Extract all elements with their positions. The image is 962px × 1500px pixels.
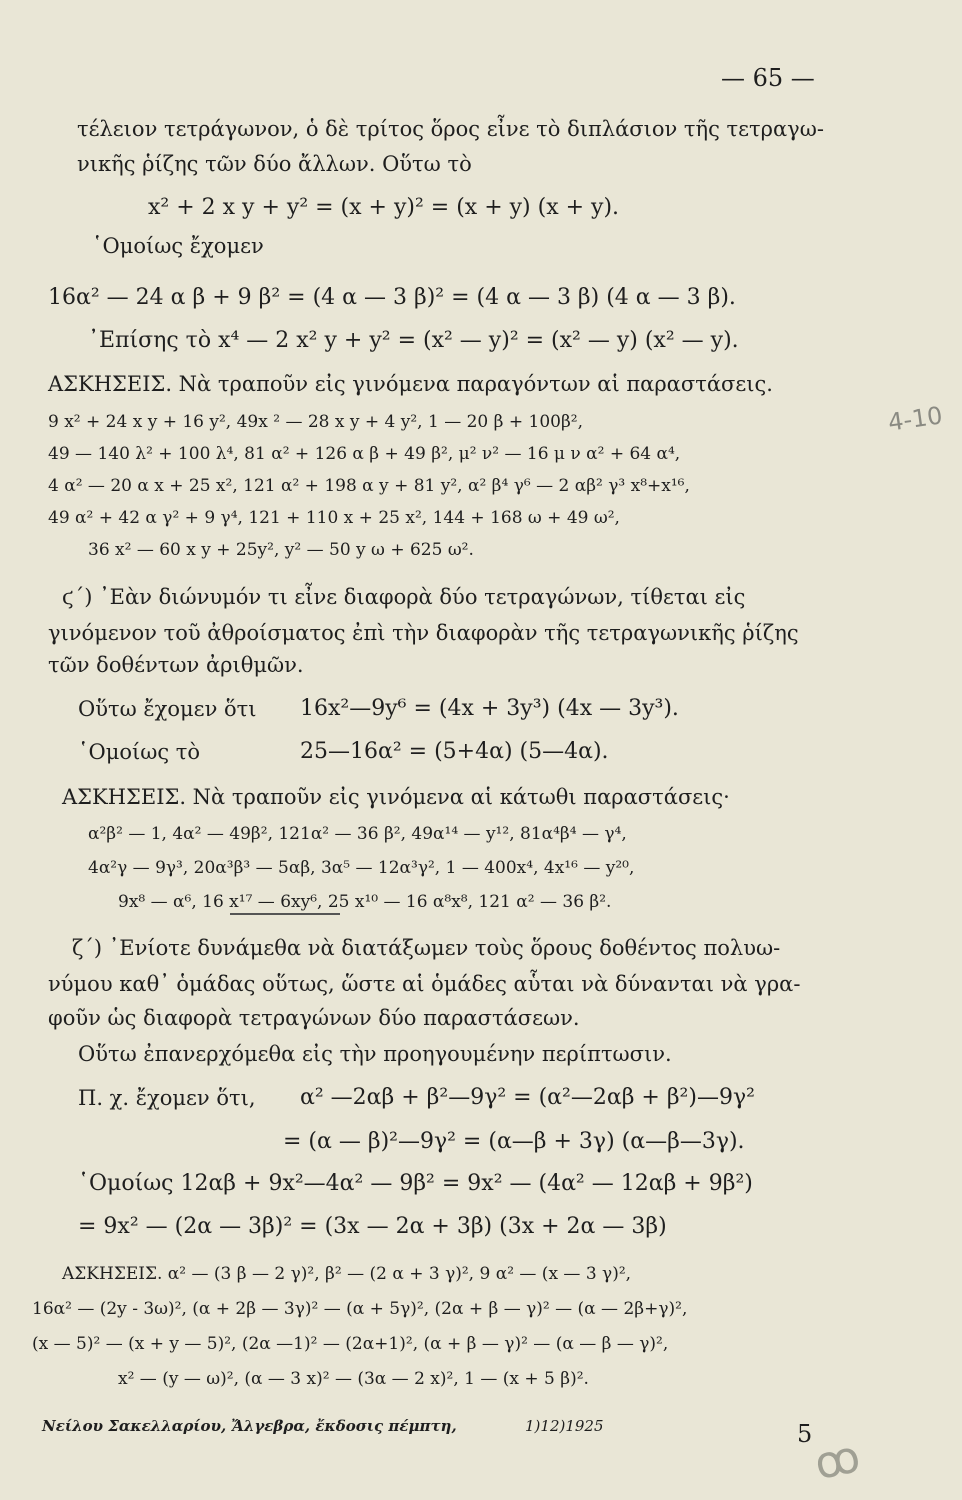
text-line: Οὕτω ἔχομεν ὅτι: [78, 697, 257, 721]
exercise-line: 4 α² — 20 α x + 25 x², 121 α² + 198 α y + 81 y², α² β⁴ γ⁶ — 2 αβ² γ³ x⁸+x¹⁶,: [48, 476, 690, 496]
text-line: Οὕτω ἐπανερχόμεθα εἰς τὴν προηγουμένην περίπτωσιν.: [78, 1042, 672, 1066]
text-line: φοῦν ὡς διαφορὰ τετραγώνων δύο παραστάσεων.: [48, 1006, 580, 1030]
exercise-line: 36 x² — 60 x y + 25y², y² — 50 y ω + 625 ω².: [88, 540, 474, 560]
section-heading: ϛ΄) ᾿Εὰν διώνυμόν τι εἶνε διαφορὰ δύο τετραγώνων, τίθεται εἰς: [62, 585, 746, 609]
page-number: — 65 —: [721, 64, 815, 92]
text-line: ῾Ομοίως τὸ: [78, 740, 201, 764]
equation-line: = 9x² — (2α — 3β)² = (3x — 2α + 3β) (3x + 2α — 3β): [78, 1214, 667, 1239]
divider-rule: [230, 913, 340, 915]
text-line: γινόμενον τοῦ ἀθροίσματος ἐπὶ τὴν διαφορὰν τῆς τετραγωνικῆς ῥίζης: [48, 621, 799, 645]
text-line: Π. χ. ἔχομεν ὅτι,: [78, 1086, 256, 1110]
footer-date: 1)12)1925: [525, 1417, 604, 1435]
exercise-line: 9 x² + 24 x y + 16 y², 49x ² — 28 x y + 4 y², 1 — 20 β + 100β²,: [48, 412, 584, 432]
exercise-line: (x — 5)² — (x + y — 5)², (2α —1)² — (2α+1)², (α + β — γ)² — (α — β — γ)²,: [32, 1334, 669, 1354]
equation-line: ῾Ομοίως 12αβ + 9x²—4α² — 9β² = 9x² — (4α² — 12αβ + 9β²): [78, 1171, 753, 1196]
equation-line: ᾿Επίσης τὸ x⁴ — 2 x² y + y² = (x² — y)² = (x² — y) (x² — y).: [88, 328, 739, 353]
exercise-line: 49 — 140 λ² + 100 λ⁴, 81 α² + 126 α β + 49 β², μ² ν² — 16 μ ν α² + 64 α⁴,: [48, 444, 681, 464]
exercise-line: ΑΣΚΗΣΕΙΣ. α² — (3 β — 2 γ)², β² — (2 α + 3 γ)², 9 α² — (x — 3 γ)²,: [62, 1264, 632, 1284]
ink-scribble: ꝏ: [810, 1430, 865, 1491]
footer-imprint: Νείλου Σακελλαρίου, Ἄλγεβρα, ἔκδοσις πέμπτη,: [42, 1417, 457, 1435]
handwritten-margin-note: 4-10: [886, 401, 945, 437]
text-line: ῾Ομοίως ἔχομεν: [92, 234, 264, 258]
text-line: νικῆς ῥίζης τῶν δύο ἄλλων. Οὕτω τὸ: [77, 152, 472, 176]
exercises-heading: ΑΣΚΗΣΕΙΣ. Νὰ τραποῦν εἰς γινόμενα αἱ κάτωθι παραστάσεις·: [62, 785, 730, 809]
section-heading: ζ΄) ᾿Ενίοτε δυνάμεθα νὰ διατάξωμεν τοὺς ὅρους δοθέντος πολυω-: [72, 936, 781, 960]
text-line: τέλειον τετράγωνον, ὁ δὲ τρίτος ὅρος εἶνε τὸ διπλάσιον τῆς τετραγω-: [77, 117, 824, 141]
exercise-line: 49 α² + 42 α γ² + 9 γ⁴, 121 + 110 x + 25 x², 144 + 168 ω + 49 ω²,: [48, 508, 620, 528]
text-line: τῶν δοθέντων ἀριθμῶν.: [48, 653, 304, 677]
signature-number: 5: [797, 1420, 813, 1448]
exercises-heading: ΑΣΚΗΣΕΙΣ. Νὰ τραποῦν εἰς γινόμενα παραγόντων αἱ παραστάσεις.: [48, 372, 773, 396]
exercise-line: 9x⁸ — α⁶, 16 x¹⁷ — 6xy⁶, 25 x¹⁰ — 16 α⁸x⁸, 121 α² — 36 β².: [118, 892, 612, 912]
exercise-line: x² — (y — ω)², (α — 3 x)² — (3α — 2 x)², 1 — (x + 5 β)².: [118, 1369, 589, 1389]
equation-line: 16x²—9y⁶ = (4x + 3y³) (4x — 3y³).: [300, 696, 679, 721]
equation-line: α² —2αβ + β²—9γ² = (α²—2αβ + β²)—9γ²: [300, 1085, 755, 1110]
exercise-line: 4α²γ — 9γ³, 20α³β³ — 5αβ, 3α⁵ — 12α³γ², 1 — 400x⁴, 4x¹⁶ — y²⁰,: [88, 858, 635, 878]
equation-line: 25—16α² = (5+4α) (5—4α).: [300, 739, 609, 764]
exercise-line: α²β² — 1, 4α² — 49β², 121α² — 36 β², 49α¹⁴ — y¹², 81α⁴β⁴ — γ⁴,: [88, 824, 627, 844]
equation-line: 16α² — 24 α β + 9 β² = (4 α — 3 β)² = (4 α — 3 β) (4 α — 3 β).: [48, 285, 736, 310]
exercise-line: 16α² — (2y - 3ω)², (α + 2β — 3γ)² — (α + 5γ)², (2α + β — γ)² — (α — 2β+γ)²,: [32, 1299, 688, 1319]
equation-line: = (α — β)²—9γ² = (α—β + 3γ) (α—β—3γ).: [283, 1129, 745, 1154]
text-line: νύμου καθ᾿ ὁμάδας οὕτως, ὥστε αἱ ὁμάδες αὗται νὰ δύνανται νὰ γρα-: [48, 972, 801, 996]
equation-line: x² + 2 x y + y² = (x + y)² = (x + y) (x + y).: [148, 195, 620, 220]
